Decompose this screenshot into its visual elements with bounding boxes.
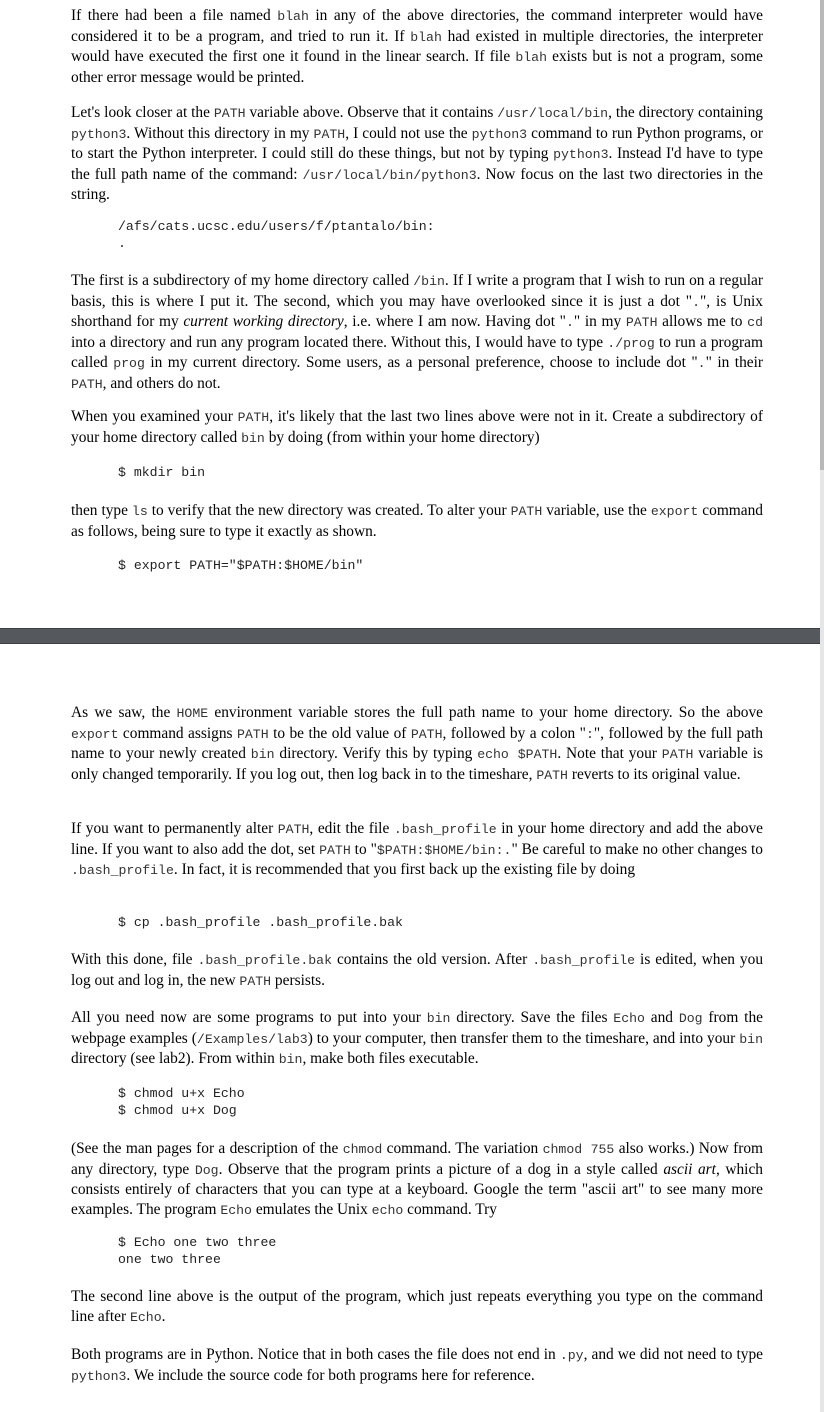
paragraph-echo-output: The second line above is the output of the program, which just repeats everything you type on the command line after Echo.	[71, 1288, 763, 1325]
paragraph-path-variable: Let's look closer at the PATH variable above. Observe that it contains /usr/local/bin, the directory containing python3. Without this directory in my PATH, I could not use the python3 command to run Python programs, or to start the Python interpreter. I could still do these things, but not by typing python3. Instead I'd have to type the full path name of the command: /usr/local/bin/python3. Now focus on the last two directories in the string.	[71, 104, 764, 204]
document-page-2	[0, 644, 820, 1412]
paragraph-export-intro: then type ls to verify that the new directory was created. To alter your PATH variable, use the export command as follows, being sure to type it exactly as shown.	[71, 502, 763, 540]
paragraph-python-programs: Both programs are in Python. Notice that in both cases the file does not end in .py, and we did not need to type python3. We include the source code for both programs here for reference.	[71, 1346, 763, 1384]
code-echo-example: $ Echo one two three one two three	[118, 1235, 277, 1268]
code-path-directories: /afs/cats.ucsc.edu/users/f/ptantalo/bin: .	[118, 219, 435, 252]
paragraph-man-pages: (See the man pages for a description of the chmod command. The variation chmod 755 also works.) Now from any directory, type Dog. Observe that the program prints a picture of a dog in a style called ascii art, which consists entirely of characters that you can type at a keyboard. Google the term "ascii art" to see many more examples. The program Echo emulates the Unix echo command. Try	[71, 1140, 763, 1218]
code-chmod: $ chmod u+x Echo $ chmod u+x Dog	[118, 1086, 245, 1119]
document-page-1	[0, 0, 820, 628]
page-separator	[0, 628, 824, 644]
paragraph-blah-file: If there had been a file named blah in any of the above directories, the command interpreter would have considered it to be a program, and tried to run it. If blah had existed in multiple directories, the interpreter would have executed the first one it found in the linear search. If file blah exists but is not a program, some other error message would be printed.	[71, 7, 763, 86]
code-mkdir-bin: $ mkdir bin	[118, 465, 206, 480]
paragraph-backup-done: With this done, file .bash_profile.bak contains the old version. After .bash_profile is edited, when you log out and log in, the new PATH persists.	[71, 951, 764, 989]
paragraph-home-variable: As we saw, the HOME environment variable stores the full path name to your home directory. So the above export command assigns PATH to be the old value of PATH, followed by a colon ":", followed by the full path name to your newly created bin directory. Verify this by typing echo $PATH. Note that your PATH variable is only changed temporarily. If you log out, then log back in to the timeshare, PATH reverts to its original value.	[71, 704, 763, 783]
paragraph-bin-and-dot: The first is a subdirectory of my home directory called /bin. If I write a program that I wish to run on a regular basis, this is where I put it. The second, which you may have overlooked since it is just a dot ".", is Unix shorthand for my current working directory, i.e. where I am now. Having dot "." in my PATH allows me to cd into a directory and run any program located there. Without this, I would have to type ./prog to run a program called prog in my current directory. Some users, as a personal preference, choose to include dot "." in their PATH, and others do not.	[71, 272, 764, 392]
scrollbar-thumb[interactable]	[820, 0, 824, 470]
paragraph-bash-profile: If you want to permanently alter PATH, edit the file .bash_profile in your home directory and add the above line. If you want to also add the dot, set PATH to "$PATH:$HOME/bin:." Be careful to make no other changes to .bash_profile. In fact, it is recommended that you first back up the existing file by doing	[71, 820, 764, 879]
paragraph-programs: All you need now are some programs to put into your bin directory. Save the files Echo and Dog from the webpage examples (/Examples/lab3) to your computer, then transfer them to the timeshare, and into your bin directory (see lab2). From within bin, make both files executable.	[71, 1009, 763, 1068]
paragraph-create-bin: When you examined your PATH, it's likely that the last two lines above were not in it. Create a subdirectory of your home directory called bin by doing (from within your home directory)	[71, 408, 763, 446]
scrollbar[interactable]	[820, 0, 824, 1412]
code-backup-profile: $ cp .bash_profile .bash_profile.bak	[118, 915, 403, 930]
code-export-path: $ export PATH="$PATH:$HOME/bin"	[118, 558, 364, 573]
